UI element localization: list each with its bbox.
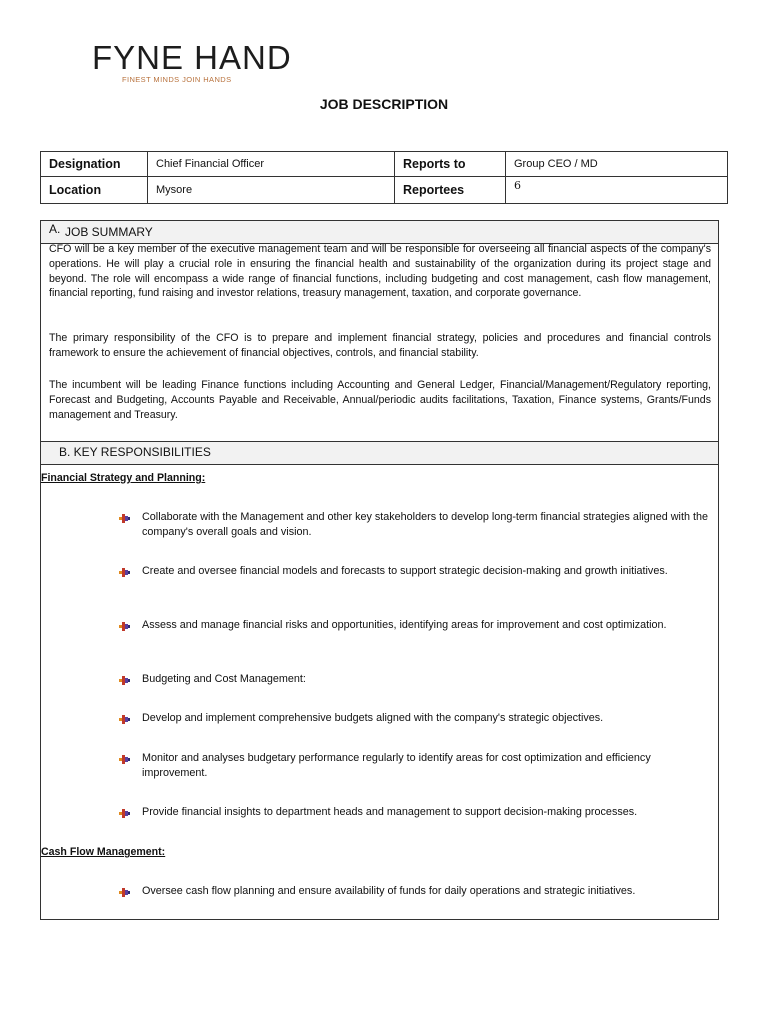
- reports-to-value: Group CEO / MD: [506, 152, 728, 177]
- list-item-text: Oversee cash flow planning and ensure availability of funds for daily operations and strategic initiatives.: [142, 885, 636, 897]
- list-item-text: Provide financial insights to department heads and management to support decision-making processes.: [142, 806, 638, 818]
- list-item-text: Budgeting and Cost Management:: [142, 673, 306, 685]
- summary-paragraph: CFO will be a key member of the executive management team and will be responsible for overseeing all financial aspects of the company's operations. He will play a crucial role in ensuring the financial health and sustainability of the organization during its project stage and beyond. The role will encompass a wide range of financial functions, including budgeting and cost management, cash flow management, financial reporting, fund raising and investor relations, treasury management, taxation, and corporate governance.: [49, 243, 711, 300]
- list-item-text: Develop and implement comprehensive budgets aligned with the company's strategic objectives.: [142, 712, 604, 724]
- subheading-financial-strategy: Financial Strategy and Planning:: [41, 472, 206, 484]
- subheading-cash-flow: Cash Flow Management:: [41, 846, 166, 858]
- section-title: B. KEY RESPONSIBILITIES: [59, 445, 211, 459]
- reportees-value: 6: [506, 177, 728, 204]
- list-item-text: Assess and manage financial risks and opportunities, identifying areas for improvement and cost optimization.: [142, 619, 667, 631]
- job-details-box: [40, 220, 719, 920]
- summary-paragraph: The incumbent will be leading Finance functions including Accounting and General Ledger, Financial/Management/Regulatory reporting, Forecast and Budgeting, Accounts Payable and Receivable, Annual/periodic audits facilitations, Taxation, Finance systems, Grants/Funds management and Treasury.: [49, 379, 711, 421]
- list-item-text: Collaborate with the Management and other key stakeholders to develop long-term financial strategies aligned with the company's overall goals and vision.: [142, 511, 708, 538]
- arrow-bullet-icon: [119, 807, 130, 818]
- company-logo: [92, 38, 322, 94]
- designation-label: Designation: [41, 152, 148, 177]
- table-row: [41, 177, 728, 204]
- key-responsibilities-header: [41, 441, 718, 465]
- logo-wordmark: FYNE HAND: [92, 39, 292, 76]
- arrow-bullet-icon: [119, 674, 130, 685]
- arrow-bullet-icon: [119, 713, 130, 724]
- section-title: JOB SUMMARY: [65, 225, 153, 239]
- arrow-bullet-icon: [119, 620, 130, 631]
- job-summary-header: [41, 221, 718, 244]
- designation-value: Chief Financial Officer: [148, 152, 395, 177]
- list-item-text: Create and oversee financial models and forecasts to support strategic decision-making and growth initiatives.: [142, 565, 668, 577]
- location-value: Mysore: [148, 177, 395, 204]
- location-label: Location: [41, 177, 148, 204]
- job-info-table: [40, 151, 728, 204]
- section-letter: A.: [49, 222, 61, 236]
- table-row: [41, 152, 728, 177]
- reportees-label: Reportees: [395, 177, 506, 204]
- page-title: JOB DESCRIPTION: [319, 96, 449, 112]
- arrow-bullet-icon: [119, 512, 130, 523]
- logo-tagline: FINEST MINDS JOIN HANDS: [122, 75, 232, 84]
- reports-to-label: Reports to: [395, 152, 506, 177]
- arrow-bullet-icon: [119, 753, 130, 764]
- list-item-text: Monitor and analyses budgetary performance regularly to identify areas for cost optimization and efficiency improvement.: [142, 752, 651, 779]
- summary-paragraph: The primary responsibility of the CFO is to prepare and implement financial strategy, policies and procedures and financial controls framework to ensure the achievement of financial objectives, controls, and financial stability.: [49, 332, 711, 359]
- arrow-bullet-icon: [119, 886, 130, 897]
- arrow-bullet-icon: [119, 566, 130, 577]
